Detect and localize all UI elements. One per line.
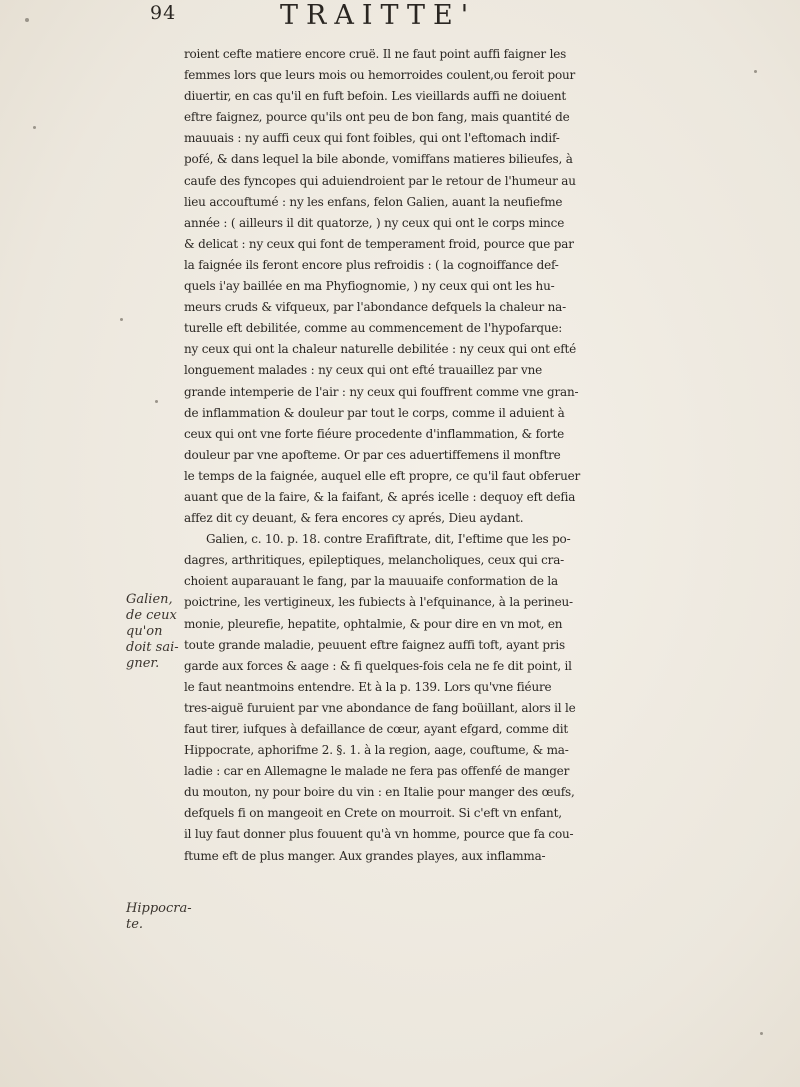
- paper-speck: [120, 318, 123, 321]
- text-line: choient auparauant le fang, par la mauuaife conformation de la: [184, 574, 558, 589]
- text-line: année : ( ailleurs il dit quatorze, ) ny ceux qui ont le corps mince: [184, 215, 565, 230]
- text-line: le temps de la faignée, auquel elle eft propre, ce qu'il faut obferuer: [184, 468, 581, 483]
- text-line: monie, pleurefie, hepatite, ophtalmie, & pour dire en vn mot, en: [184, 616, 563, 631]
- text-line: ftume eft de plus manger. Aux grandes playes, aux inflamma-: [184, 848, 546, 863]
- text-line: diuertir, en cas qu'il en fuft befoin. Les vieillards auffi ne doiuent: [184, 89, 567, 104]
- text-line: caufe des fyncopes qui aduiendroient par le retour de l'humeur au: [184, 173, 576, 188]
- text-line: lieu accouftumé : ny les enfans, felon Galien, auant la neufiefme: [184, 194, 563, 209]
- paper-speck: [33, 126, 36, 129]
- text-line: poictrine, les vertigineux, les fubiects à l'efquinance, à la perineu-: [184, 595, 573, 610]
- paper-speck: [25, 18, 29, 22]
- text-line: Galien, c. 10. p. 18. contre Erafiftrate, dit, I'eftime que les po-: [206, 532, 571, 547]
- text-line: ladie : car en Allemagne le malade ne fera pas offenfé de manger: [184, 764, 570, 779]
- text-line: quels i'ay baillée en ma Phyfiognomie, ) ny ceux qui ont les hu-: [184, 279, 555, 294]
- text-line: Hippocrate, aphorifme 2. §. 1. à la region, aage, couftume, & ma-: [184, 743, 569, 758]
- margin-note-hippocrate: Hippocra-te.: [126, 901, 192, 932]
- text-line: ny ceux qui ont la chaleur naturelle debilitée : ny ceux qui ont efté: [184, 342, 577, 357]
- text-line: femmes lors que leurs mois ou hemorroides coulent,ou feroit pour: [184, 68, 576, 83]
- text-line: & delicat : ny ceux qui font de temperament froid, pource que par: [184, 236, 574, 251]
- margin-note-galien: Galien, de ceux qu'on doit sai-gner.: [126, 592, 179, 671]
- text-line: turelle eft debilitée, comme au commencement de l'hypofarque:: [184, 321, 563, 336]
- text-line: tres-aiguë furuient par vne abondance de fang boüillant, alors il le: [184, 700, 576, 715]
- text-line: eftre faignez, pource qu'ils ont peu de bon fang, mais quantité de: [184, 110, 570, 125]
- paper-speck: [155, 400, 158, 403]
- text-line: dagres, arthritiques, epileptiques, melancholiques, ceux qui cra-: [184, 553, 565, 568]
- text-line: pofé, & dans lequel la bile abonde, vomiffans matieres bilieufes, à: [184, 152, 573, 167]
- text-line: douleur par vne apofteme. Or par ces aduertiffemens il monftre: [184, 447, 561, 462]
- text-line: la faignée ils feront encore plus refroidis : ( la cognoiffance def-: [184, 257, 559, 272]
- body-text: [184, 44, 794, 867]
- paper-speck: [760, 1032, 763, 1035]
- text-line: affez dit cy deuant, & fera encores cy aprés, Dieu aydant.: [184, 511, 524, 526]
- text-line: roient cefte matiere encore cruë. Il ne faut point auffi faigner les: [184, 47, 567, 61]
- text-line: auant que de la faire, & la faifant, & aprés icelle : dequoy eft defia: [184, 489, 576, 504]
- running-title: TRAITTE': [280, 0, 477, 31]
- text-line: faut tirer, iufques à defaillance de cœur, ayant efgard, comme dit: [184, 722, 568, 736]
- text-line: toute grande maladie, peuuent eftre faignez auffi toft, ayant pris: [184, 637, 566, 652]
- page-header: [150, 0, 750, 30]
- text-line: meurs cruds & vifqueux, par l'abondance defquels la chaleur na-: [184, 300, 566, 315]
- text-line: longuement malades : ny ceux qui ont efté trauaillez par vne: [184, 363, 543, 378]
- text-line: du mouton, ny pour boire du vin : en Italie pour manger des œufs,: [184, 785, 575, 800]
- page-number: 94: [150, 2, 177, 24]
- text-line: ceux qui ont vne forte fiéure procedente d'inflammation, & forte: [184, 426, 564, 441]
- text-line: de inflammation & douleur par tout le corps, comme il aduient à: [184, 405, 565, 420]
- text-line: il luy faut donner plus fouuent qu'à vn homme, pource que fa cou-: [184, 827, 574, 842]
- text-line: garde aux forces & aage : & fi quelques-fois cela ne fe dit point, il: [184, 658, 572, 673]
- text-line: grande intemperie de l'air : ny ceux qui fouffrent comme vne gran-: [184, 384, 579, 399]
- text-line: mauuais : ny auffi ceux qui font foibles, qui ont l'eftomach indif-: [184, 131, 560, 146]
- text-line: le faut neantmoins entendre. Et à la p. 139. Lors qu'vne fiéure: [184, 679, 552, 694]
- text-line: defquels fi on mangeoit en Crete on mourroit. Si c'eft vn enfant,: [184, 806, 562, 821]
